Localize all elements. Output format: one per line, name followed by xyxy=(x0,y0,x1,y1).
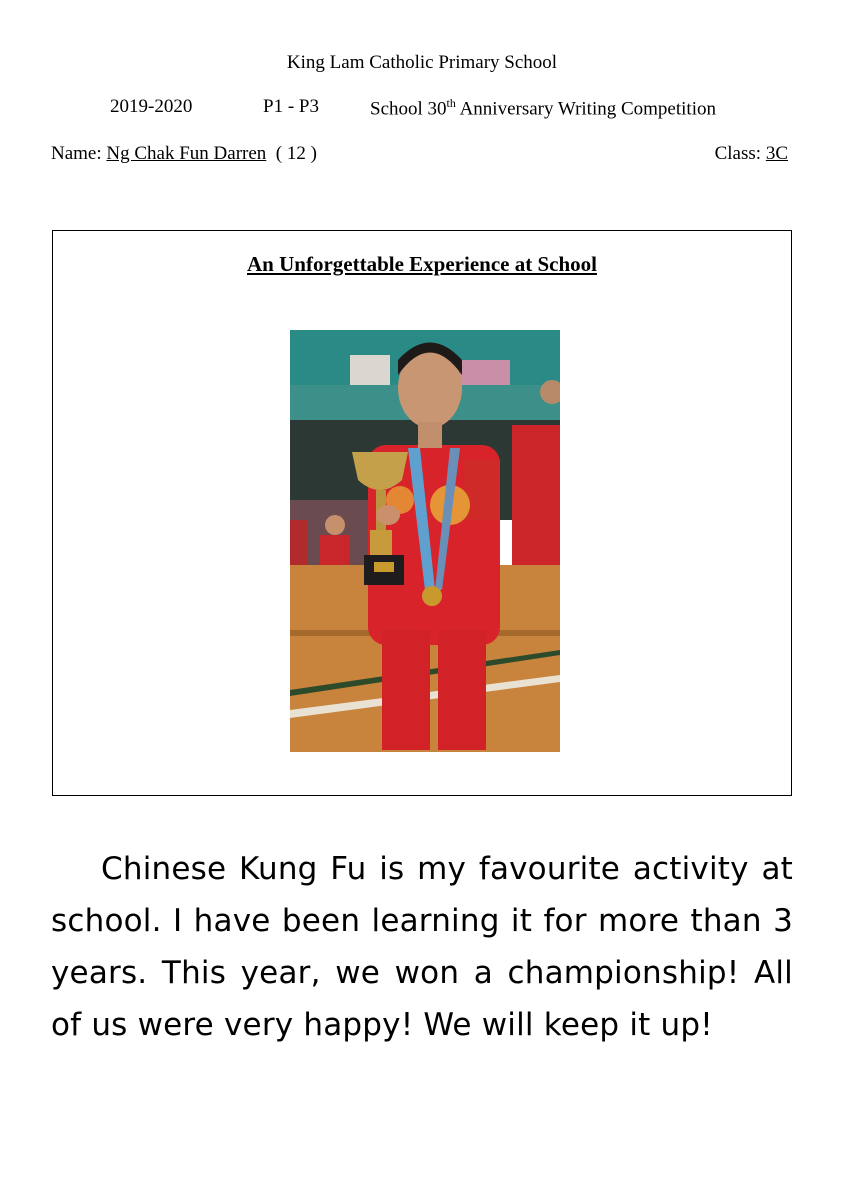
class-line xyxy=(715,143,788,165)
essay-body: Chinese Kung Fu is my favourite activity at school. I have been learning it for more than 3 years. This year, we won a championship! All of us were very happy! We will keep it up! xyxy=(51,851,793,1043)
name-label: Name: xyxy=(51,143,107,164)
student-number: ( 12 ) xyxy=(275,143,317,164)
class-value: 3C xyxy=(765,143,788,164)
competition-prefix: School 30 xyxy=(370,98,447,120)
school-year: 2019-2020 xyxy=(110,96,193,117)
competition-sup: th xyxy=(446,96,456,110)
competition-suffix: Anniversary Writing Competition xyxy=(455,98,716,120)
grade-level: P1 - P3 xyxy=(263,96,319,117)
school-name: King Lam Catholic Primary School xyxy=(286,52,558,73)
competition-name xyxy=(370,96,716,120)
student-name-line xyxy=(51,143,317,165)
student-name: Ng Chak Fun Darren xyxy=(106,143,267,164)
class-label: Class: xyxy=(714,143,766,164)
student-photo xyxy=(290,330,560,752)
essay-title: An Unforgettable Experience at School xyxy=(247,252,597,276)
